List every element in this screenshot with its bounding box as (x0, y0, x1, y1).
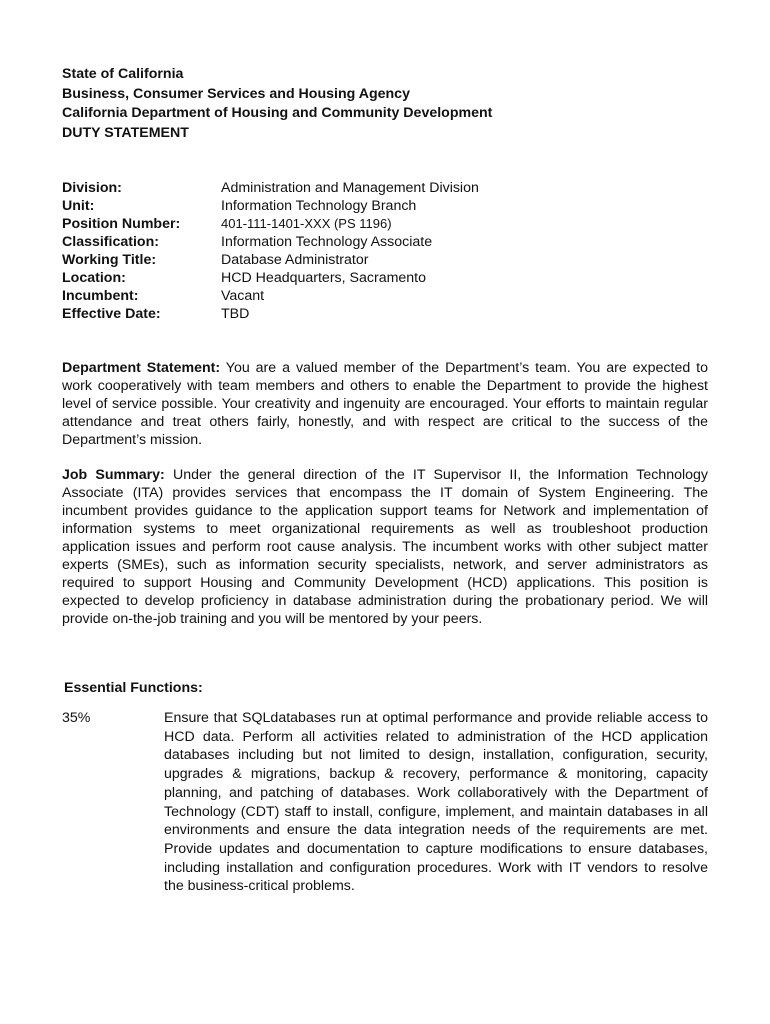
info-row-location (62, 269, 479, 287)
job-summary-text: Under the general direction of the IT Supervisor II, the Information Technology Associate (ITA) provides services that encompass the IT domain of System Engineering. The incumbent provides guidance to the application support teams for Network and implementation of information systems to meet organizational requirements as well as troubleshoot production application issues and perform root cause analysis. The incumbent works with other subject matter experts (SMEs), such as information security specialists, network, and server administrators as required to support Housing and Community Development (HCD) applications. This position is expected to develop proficiency in database administration during the probationary period. We will provide on-the-job training and you will be mentored by your peers. (62, 467, 708, 627)
info-value: Administration and Management Division (221, 180, 479, 196)
info-row-position-number (62, 215, 479, 233)
job-summary-heading: Job Summary: (62, 467, 165, 483)
info-label: Position Number: (62, 216, 181, 232)
department-statement-text: You are a valued member of the Department’s team. You are expected to work cooperatively with team members and others to enable the Department to provide the highest level of service possible. Your creativity and ingenuity are encouraged. Your efforts to maintain regular attendance and treat others fairly, honestly, and with respect are critical to the success of the Department’s mission. (62, 360, 708, 448)
info-value: Database Administrator (221, 252, 369, 268)
department-statement (62, 359, 708, 449)
info-row-effective-date (62, 305, 479, 323)
info-label: Working Title: (62, 252, 157, 268)
function-description: Ensure that SQLdatabases run at optimal performance and provide reliable access to HCD data. Perform all activities related to administration of the HCD application databases including but not limited to design, installation, configuration, security, upgrades & migrations, backup & recovery, performance & monitoring, capacity planning, and patching of databases. Work collaboratively with the Department of Technology (CDT) staff to install, configure, implement, and maintain databases in all environments and ensure the data integration needs of the requirements are met. Provide updates and documentation to capture modifications to ensure databases, including installation and configuration procedures. Work with IT vendors to resolve the business-critical problems. (164, 710, 708, 895)
info-label: Incumbent: (62, 288, 139, 304)
info-value: Information Technology Branch (221, 198, 417, 214)
info-label: Location: (62, 270, 126, 286)
essential-function-item (62, 709, 708, 896)
info-value: 401-111-1401-XXX (PS 1196) (221, 216, 392, 231)
header-state: State of California (62, 66, 184, 82)
info-row-working-title (62, 251, 479, 269)
info-label: Effective Date: (62, 306, 161, 322)
info-row-incumbent (62, 287, 479, 305)
info-row-unit (62, 197, 479, 215)
header-department: California Department of Housing and Community Development (62, 105, 493, 121)
info-label: Unit: (62, 198, 95, 214)
info-row-classification (62, 233, 479, 251)
document-title: DUTY STATEMENT (62, 124, 189, 141)
info-value: Information Technology Associate (221, 234, 433, 250)
document-header (62, 65, 492, 143)
info-value: TBD (221, 306, 250, 322)
info-label: Division: (62, 180, 122, 196)
job-summary (62, 466, 708, 628)
department-statement-heading: Department Statement: (62, 360, 221, 376)
info-value: HCD Headquarters, Sacramento (221, 270, 427, 286)
info-label: Classification: (62, 234, 159, 250)
position-info-table (62, 179, 479, 323)
info-row-division (62, 179, 479, 197)
function-percent: 35% (62, 710, 91, 726)
essential-functions-title: Essential Functions: (64, 680, 203, 696)
info-value: Vacant (221, 288, 265, 304)
header-agency: Business, Consumer Services and Housing Agency (62, 85, 410, 102)
